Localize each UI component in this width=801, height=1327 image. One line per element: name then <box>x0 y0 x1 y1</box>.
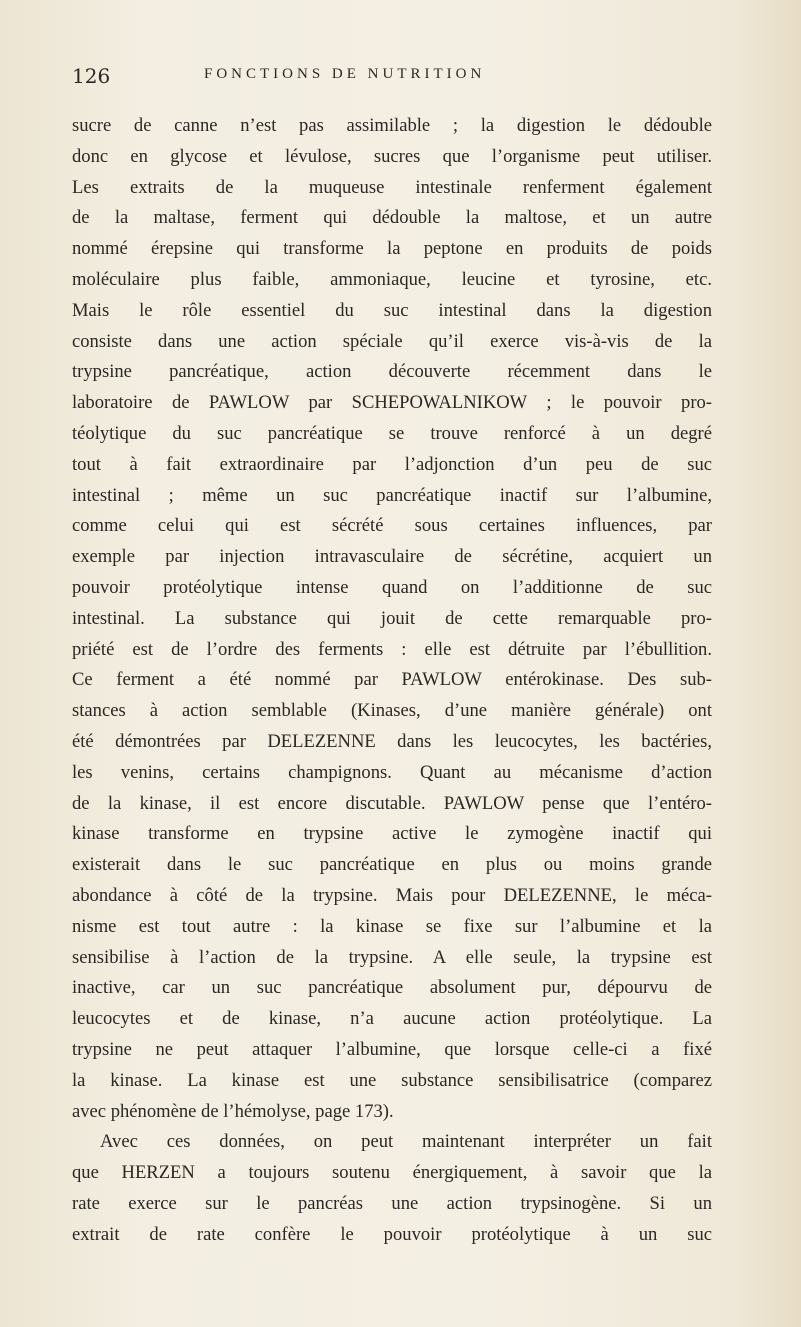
text-line: kinase transforme en trypsine active le zymogène inactif qui <box>72 823 712 845</box>
text-line: nommé érepsine qui transforme la peptone en produits de poids <box>72 238 712 260</box>
text-line: Ce ferment a été nommé par PAWLOW entérokinase. Des sub- <box>72 669 712 691</box>
text-line: intestinal ; même un suc pancréatique inactif sur l’albumine, <box>72 484 712 506</box>
text-line: intestinal. La substance qui jouit de cette remarquable pro- <box>72 607 712 629</box>
text-line: exemple par injection intravasculaire de sécrétine, acquiert un <box>72 546 712 568</box>
text-line: sucre de canne n’est pas assimilable ; la digestion le dédouble <box>72 115 712 136</box>
page-header <box>72 64 702 90</box>
text-line: de la kinase, il est encore discutable. PAWLOW pense que l’entéro- <box>72 792 712 814</box>
text-line: pouvoir protéolytique intense quand on l’additionne de suc <box>72 576 712 598</box>
text-line: de la maltase, ferment qui dédouble la maltose, et un autre <box>72 207 712 229</box>
text-line: laboratoire de PAWLOW par SCHEPOWALNIKOW ; le pouvoir pro- <box>72 392 712 414</box>
text-line: Avec ces données, on peut maintenant interpréter un fait <box>100 1131 712 1153</box>
text-line: moléculaire plus faible, ammoniaque, leucine et tyrosine, etc. <box>72 268 712 290</box>
running-title: FONCTIONS DE NUTRITION <box>204 66 486 82</box>
text-line: été démontrées par DELEZENNE dans les leucocytes, les bactéries, <box>72 730 712 752</box>
text-line: stances à action semblable (Kinases, d’une manière générale) ont <box>72 700 712 722</box>
text-line: tout à fait extraordinaire par l’adjonction d’un peu de suc <box>72 453 712 475</box>
text-line: nisme est tout autre : la kinase se fixe sur l’albumine et la <box>72 915 712 937</box>
text-line: Les extraits de la muqueuse intestinale renferment également <box>72 176 712 198</box>
text-line: abondance à côté de la trypsine. Mais pour DELEZENNE, le méca- <box>72 884 712 906</box>
text-line: existerait dans le suc pancréatique en plus ou moins grande <box>72 854 712 876</box>
text-line: les venins, certains champignons. Quant au mécanisme d’action <box>72 761 712 783</box>
text-line: Mais le rôle essentiel du suc intestinal dans la digestion <box>72 299 712 321</box>
text-line: priété est de l’ordre des ferments : elle est détruite par l’ébullition. <box>72 638 712 660</box>
body-text <box>72 111 712 1250</box>
text-line: que HERZEN a toujours soutenu énergiquement, à savoir que la <box>72 1162 712 1184</box>
text-line: la kinase. La kinase est une substance sensibilisatrice (comparez <box>72 1069 712 1091</box>
text-line: trypsine pancréatique, action découverte récemment dans le <box>72 361 712 383</box>
text-line: rate exerce sur le pancréas une action trypsinogène. Si un <box>72 1192 712 1214</box>
text-line: sensibilise à l’action de la trypsine. A elle seule, la trypsine est <box>72 946 712 968</box>
page-number: 126 <box>72 64 111 88</box>
text-line: avec phénomène de l’hémolyse, page 173). <box>72 1100 394 1122</box>
text-line: comme celui qui est sécrété sous certaines influences, par <box>72 515 712 537</box>
text-line: téolytique du suc pancréatique se trouve renforcé à un degré <box>72 422 712 444</box>
text-line: inactive, car un suc pancréatique absolument pur, dépourvu de <box>72 977 712 999</box>
text-line: consiste dans une action spéciale qu’il exerce vis-à-vis de la <box>72 330 712 352</box>
text-line: trypsine ne peut attaquer l’albumine, que lorsque celle-ci a fixé <box>72 1038 712 1060</box>
text-line: donc en glycose et lévulose, sucres que l’organisme peut utiliser. <box>72 145 712 167</box>
text-line: extrait de rate confère le pouvoir protéolytique à un suc <box>72 1223 712 1245</box>
text-line: leucocytes et de kinase, n’a aucune action protéolytique. La <box>72 1008 712 1030</box>
